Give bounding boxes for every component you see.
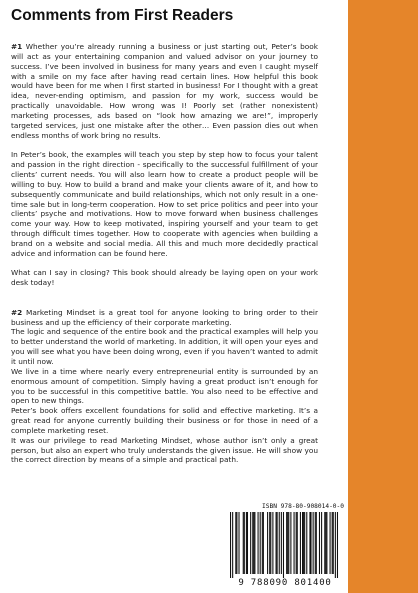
barcode-bar bbox=[253, 512, 254, 574]
comment-2-paragraph-1 bbox=[11, 308, 318, 328]
barcode-bar bbox=[325, 512, 326, 574]
comment-1-text-1: Whether you’re already running a business or just starting out, Peter’s book will act as your entertaining companion and valued advisor on your journey to success. I’ve been involved in business for many years and even I caught myself with a smile on my face after having read certain lines. How helpful this book would have been for me when I first started in business! For I thought with a great idea, never-ending optimism, and passion for my work, success would be practically unavoidable. How wrong was I! Poorly set (rather nonexistent) marketing processes, ads based on “look how amazing we are!”, improperly targeted services, just one mistake after the other… Even passion dies out when endless months of work bring no results. bbox=[11, 42, 318, 140]
barcode-bar bbox=[313, 512, 314, 574]
barcode-bar bbox=[238, 512, 239, 574]
barcode-bar bbox=[294, 512, 295, 574]
barcode-bar bbox=[277, 512, 278, 574]
barcode-bar bbox=[279, 512, 280, 574]
comment-2-paragraph-4: Peter’s book offers excellent foundations for solid and effective marketing. It’s a great read for anyone currently building their business or for those in need of a complete marketing reset. bbox=[11, 406, 318, 435]
barcode-bar bbox=[247, 512, 248, 574]
barcode-bar bbox=[337, 512, 338, 578]
barcode-bar bbox=[287, 512, 288, 574]
barcode-bar bbox=[333, 512, 334, 574]
barcode-bar bbox=[310, 512, 311, 574]
barcode-bar bbox=[304, 512, 305, 574]
isbn-barcode bbox=[226, 503, 344, 589]
barcode-bar bbox=[267, 512, 268, 574]
barcode-bar bbox=[230, 512, 231, 578]
barcode-bar bbox=[335, 512, 336, 578]
barcode-bar bbox=[309, 512, 310, 574]
barcode-bar bbox=[290, 512, 291, 574]
barcode-bar bbox=[232, 512, 233, 578]
barcode-bar bbox=[276, 512, 277, 574]
barcode-bar bbox=[283, 512, 284, 578]
barcode-bar bbox=[297, 512, 298, 574]
barcode-bar bbox=[235, 512, 236, 574]
barcode-bar bbox=[263, 512, 264, 574]
barcode-bar bbox=[254, 512, 255, 574]
barcode-bar bbox=[332, 512, 333, 574]
orange-spine-stripe bbox=[348, 0, 418, 593]
comment-2-paragraph-2: The logic and sequence of the entire book and the practical examples will help you to better understand the world of marketing. In addition, it will open your eyes and you will see what you have been doing wrong, even if you haven’t wanted to admit it until now. bbox=[11, 327, 318, 366]
barcode-bar bbox=[330, 512, 331, 574]
barcode-bar bbox=[302, 512, 303, 574]
barcode-bar bbox=[321, 512, 322, 574]
barcode-bar bbox=[262, 512, 263, 574]
barcode-bar bbox=[269, 512, 270, 574]
comment-2-paragraph-3: We live in a time where nearly every entrepreneurial entity is surrounded by an enormous amount of competition. Simply having a great product isn’t enough for you to be successful in this competitive battle. You also need to be effective and open to new things. bbox=[11, 366, 318, 406]
comment-1-number: #1 bbox=[11, 42, 23, 51]
barcode-digits: 9 788090 801400 bbox=[238, 578, 332, 588]
barcode-bar bbox=[243, 512, 244, 574]
isbn-label: ISBN 978-80-908014-0-0 bbox=[262, 503, 344, 510]
barcode-bar bbox=[324, 512, 325, 574]
barcode-bar bbox=[319, 512, 320, 574]
barcode-bar bbox=[236, 512, 237, 574]
barcode-bar bbox=[303, 512, 304, 574]
barcode-bar bbox=[281, 512, 282, 574]
comment-2-paragraph-5: It was our privilege to read Marketing Mindset, whose author isn’t only a great person, but also an expert who truly understands the given issue. He will show you the correct direction by means of a simple and practical path. bbox=[11, 435, 318, 465]
barcode-bar bbox=[252, 512, 253, 574]
comment-1-paragraph-3: What can I say in closing? This book should already be laying open on your work desk today! bbox=[11, 268, 318, 288]
barcode-bar bbox=[270, 512, 271, 574]
barcode-bar bbox=[326, 512, 327, 574]
barcode-bar bbox=[286, 512, 287, 574]
barcode-bar bbox=[315, 512, 316, 574]
barcode-bar bbox=[296, 512, 297, 574]
barcode-bar bbox=[300, 512, 301, 574]
barcode-bar bbox=[246, 512, 247, 574]
barcode-bars bbox=[230, 512, 340, 578]
barcode-bar bbox=[288, 512, 289, 574]
comment-1-paragraph-2: In Peter’s book, the examples will teach you step by step how to focus your talent and passion in the right direction - specifically to the successful fulfillment of your clients’ current needs. You will also learn how to create a product people will be willing to buy. How to build a brand and make your clients aware of it, and how to subsequently communicate and build relationships, which not only result in a one-time sale but in long-term cooperation. How to set price politics and peer into your clients’ psyche and motivations. How to move forward when business challenges come your way. How to keep motivated, inspiring yourself and your team to get through difficult times together. How to cooperate with agencies when building a brand on a website and social media. All this and much more decidedly practical advice and information can be found here. bbox=[11, 150, 318, 258]
comment-2-number: #2 bbox=[11, 307, 23, 317]
page-title: Comments from First Readers bbox=[11, 7, 234, 24]
barcode-bar bbox=[306, 512, 307, 574]
comment-1-paragraph-1 bbox=[11, 42, 318, 140]
barcode-bar bbox=[250, 512, 251, 574]
comments-body bbox=[11, 42, 318, 465]
barcode-bar bbox=[244, 512, 245, 574]
barcode-bar bbox=[260, 512, 261, 574]
comment-2-text-1: Marketing Mindset is a great tool for anyone looking to bring order to their business and up the efficiency of their corporate marketing. bbox=[11, 307, 318, 327]
barcode-bar bbox=[258, 512, 259, 574]
barcode-bar bbox=[316, 512, 317, 574]
barcode-bar bbox=[272, 512, 273, 574]
